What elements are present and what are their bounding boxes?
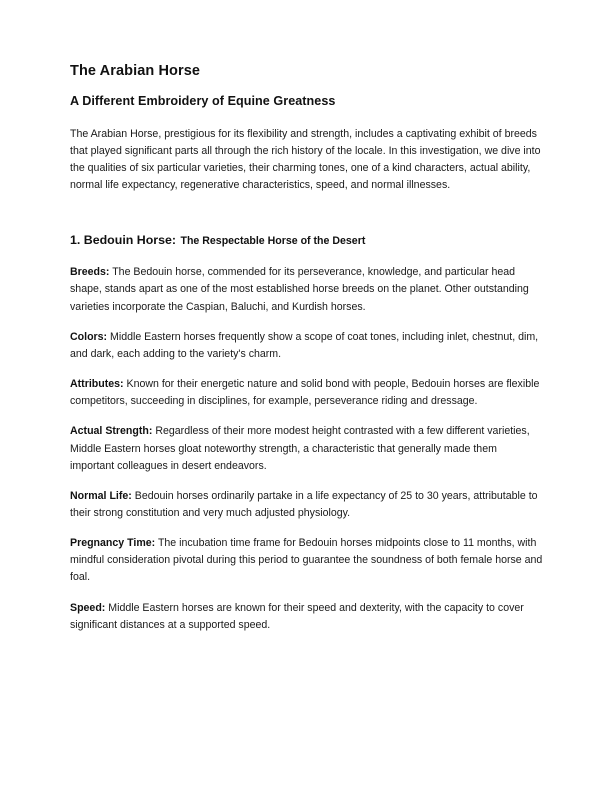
entry-actual-strength (70, 423, 543, 474)
entry-text: Known for their energetic nature and solid bond with people, Bedouin horses are flexible competitors, succeeding in disciplines, for example, perseverance riding and dressage. (70, 378, 540, 408)
entry-label: Attributes: (70, 378, 124, 391)
entry-pregnancy-time (70, 535, 543, 586)
intro-paragraph: The Arabian Horse, prestigious for its flexibility and strength, includes a captivating exhibit of breeds that played significant parts all through the rich history of the locale. In this investigation, we dive into the qualities of six particular varieties, their charming tones, one of a kind characters, actual ability, normal life expectancy, regenerative characteristics, speed, and normal illnesses. (70, 127, 541, 192)
entry-label: Actual Strength: (70, 425, 153, 438)
entry-label: Breeds: (70, 266, 110, 279)
entry-text: Middle Eastern horses frequently show a scope of coat tones, including inlet, chestnut, dim, and dark, each adding to the variety's charm. (70, 330, 539, 360)
document-subtitle: A Different Embroidery of Equine Greatness (70, 94, 336, 109)
document-title: The Arabian Horse (70, 63, 201, 79)
entry-attributes (70, 376, 543, 410)
section-spacer (70, 194, 543, 230)
entry-label: Speed: (70, 601, 106, 614)
entry-label: Colors: (70, 330, 108, 343)
entry-label: Normal Life: (70, 489, 132, 502)
entry-text: Bedouin horses ordinarily partake in a life expectancy of 25 to 30 years, attributable to their strong constitution and very much adjusted physiology. (70, 489, 538, 519)
entry-text: The incubation time frame for Bedouin horses midpoints close to 11 months, with mindful consideration pivotal during this period to guarantee the soundness of both female horse and foal. (70, 537, 543, 584)
section-number-title: 1. Bedouin Horse: (70, 233, 177, 248)
section-heading (70, 230, 543, 251)
entry-breeds (70, 264, 543, 315)
entry-speed (70, 600, 543, 634)
entry-label: Pregnancy Time: (70, 537, 156, 550)
entry-normal-life (70, 488, 543, 522)
entry-text: Regardless of their more modest height contrasted with a few different varieties, Middle Eastern horses gloat noteworthy strength, a characteristic that generally made them important colleagues in desert endeavors. (70, 425, 530, 472)
section-subtitle: The Respectable Horse of the Desert (180, 235, 366, 248)
entry-text: Middle Eastern horses are known for their speed and dexterity, with the capacity to cover significant distances at a supported speed. (70, 601, 524, 631)
entry-colors (70, 329, 543, 363)
entry-text: The Bedouin horse, commended for its perseverance, knowledge, and particular head shape, stands apart as one of the most established horse breeds on the planet. Other outstanding varieties incorporate the Caspian, Baluchi, and Kurdish horses. (70, 266, 529, 313)
